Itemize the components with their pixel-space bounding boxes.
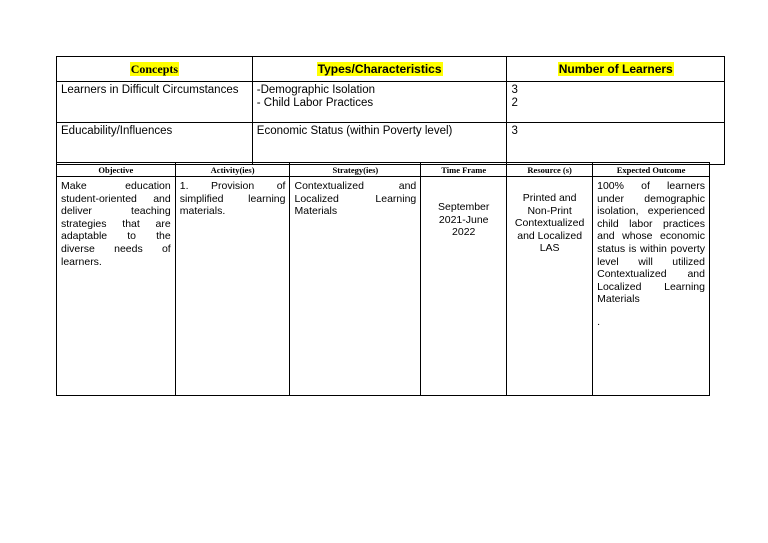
resource-line: and Localized <box>517 229 583 242</box>
outcome-cell <box>593 177 710 396</box>
resources-cell <box>507 177 593 396</box>
count-item: 2 <box>511 97 518 109</box>
summary-row <box>57 82 725 123</box>
types-header <box>252 57 507 82</box>
learners-summary-table <box>56 56 725 165</box>
count-item: 3 <box>511 84 518 96</box>
plan-header-row <box>57 163 710 177</box>
strategy-header: Strategy(ies) <box>290 163 421 177</box>
concept-cell: Educability/Influences <box>57 123 253 165</box>
type-item: - Child Labor Practices <box>256 97 374 109</box>
type-item: -Demographic Isolation <box>256 84 376 96</box>
outcome-header: Expected Outcome <box>593 163 710 177</box>
learners-header-label: Number of Learners <box>558 61 673 76</box>
time-frame-line: 2021-June <box>438 213 489 226</box>
activity-cell: 1. Provision of simplified learning materials. <box>175 177 290 396</box>
objective-header: Objective <box>57 163 176 177</box>
concepts-header <box>57 57 253 82</box>
learners-header <box>507 57 725 82</box>
count-item: 3 <box>511 125 518 137</box>
strategy-cell: Contextualized and Localized Learning Materials <box>290 177 421 396</box>
action-plan-table <box>56 162 710 396</box>
concept-cell: Learners in Difficult Circumstances <box>57 82 253 123</box>
activity-header: Activity(ies) <box>175 163 290 177</box>
summary-header-row <box>57 57 725 82</box>
resource-line: Printed and <box>522 192 577 204</box>
time-frame-cell <box>421 177 507 396</box>
concepts-header-label: Concepts <box>130 61 179 76</box>
types-cell <box>252 123 507 165</box>
outcome-text: 100% of learners under demographic isolation, experienced child labor practices and whose economic status is within poverty level will utilized Contextualized and Localized Learning Materials <box>597 180 705 306</box>
time-frame-header: Time Frame <box>421 163 507 177</box>
types-cell <box>252 82 507 123</box>
time-frame-line: 2022 <box>452 226 476 239</box>
resources-header: Resource (s) <box>507 163 593 177</box>
count-cell <box>507 123 725 165</box>
types-header-label: Types/Characteristics <box>317 61 442 76</box>
objective-cell: Make education student-oriented and deliver teaching strategies that are adaptable to the diverse needs of learners. <box>57 177 176 396</box>
count-cell <box>507 82 725 123</box>
resource-line: Non-Print <box>527 204 572 217</box>
summary-row <box>57 123 725 165</box>
plan-row <box>57 177 710 396</box>
resource-line: Contextualized <box>514 217 585 230</box>
type-item: Economic Status (within Poverty level) <box>256 125 453 137</box>
time-frame-line: September <box>438 201 490 213</box>
outcome-note: . <box>597 315 601 328</box>
resource-line: LAS <box>539 242 560 255</box>
